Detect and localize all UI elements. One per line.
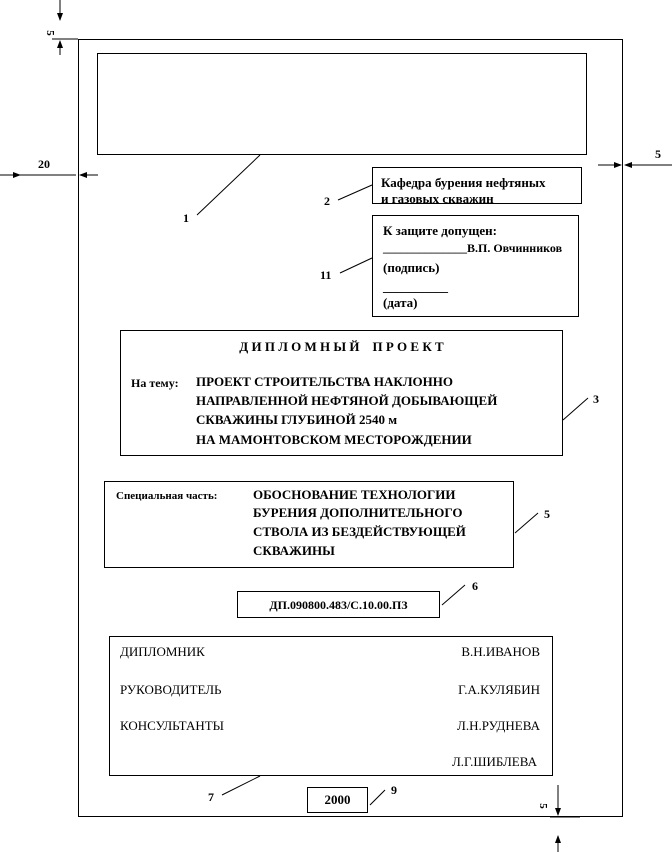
callout-9: 9 bbox=[391, 783, 397, 797]
department-line-1: Кафедра бурения нефтяных bbox=[381, 175, 546, 190]
consultant-1-name: Л.Н.РУДНЕВА bbox=[457, 718, 540, 733]
project-topic-line-3: СКВАЖИНЫ ГЛУБИНОЙ 2540 м bbox=[196, 412, 398, 427]
project-topic-line-2: НАПРАВЛЕННОЙ НЕФТЯНОЙ ДОБЫВАЮЩЕЙ bbox=[196, 393, 498, 408]
student-name: В.Н.ИВАНОВ bbox=[461, 644, 540, 659]
approval-signature-caption: (подпись) bbox=[383, 260, 440, 275]
project-box bbox=[120, 330, 563, 456]
project-topic-line-4: НА МАМОНТОВСКОМ МЕСТОРОЖДЕНИИ bbox=[196, 432, 472, 447]
supervisor-role: РУКОВОДИТЕЛЬ bbox=[120, 682, 222, 697]
special-part-line-2: БУРЕНИЯ ДОПОЛНИТЕЛЬНОГО bbox=[253, 505, 463, 520]
callout-5: 5 bbox=[544, 507, 550, 521]
approval-box bbox=[372, 215, 579, 317]
approval-date-blank: __________ bbox=[383, 279, 448, 294]
special-part-box bbox=[104, 481, 514, 568]
special-part-label: Специальная часть: bbox=[116, 490, 218, 502]
year-box bbox=[307, 787, 368, 813]
consultant-2-name: Л.Г.ШИБЛЕВА bbox=[451, 754, 537, 769]
consultants-role: КОНСУЛЬТАНТЫ bbox=[120, 718, 225, 733]
special-part-line-4: СКВАЖИНЫ bbox=[253, 543, 335, 558]
project-topic-line-1: ПРОЕКТ СТРОИТЕЛЬСТВА НАКЛОННО bbox=[196, 374, 453, 389]
callout-3: 3 bbox=[593, 392, 599, 406]
special-part-line-1: ОБОСНОВАНИЕ ТЕХНОЛОГИИ bbox=[253, 487, 456, 502]
document-code-box bbox=[237, 591, 440, 618]
special-part-line-3: СТВОЛА ИЗ БЕЗДЕЙСТВУЮЩЕЙ bbox=[253, 524, 466, 539]
callout-1: 1 bbox=[183, 211, 189, 225]
approval-date-caption: (дата) bbox=[383, 295, 418, 310]
approval-title: К защите допущен: bbox=[383, 223, 497, 238]
callout-6: 6 bbox=[472, 579, 478, 593]
department-box bbox=[372, 167, 582, 204]
project-topic-label: На тему: bbox=[131, 376, 179, 390]
student-role: ДИПЛОМНИК bbox=[120, 644, 205, 659]
callout-7: 7 bbox=[208, 790, 214, 804]
bottom-margin-label: 5 bbox=[536, 803, 549, 809]
document-code: ДП.090800.483/С.10.00.ПЗ bbox=[269, 598, 408, 612]
right-margin-label: 5 bbox=[655, 147, 661, 161]
callout-2: 2 bbox=[324, 194, 330, 208]
supervisor-name: Г.А.КУЛЯБИН bbox=[458, 682, 540, 697]
department-line-2: и газовых скважин bbox=[381, 191, 494, 204]
year: 2000 bbox=[324, 792, 351, 807]
top-margin-label: 5 bbox=[43, 30, 56, 36]
left-margin-label: 20 bbox=[38, 157, 50, 171]
project-heading: Д И П Л О М Н Ы Й П Р О Е К Т bbox=[239, 339, 444, 354]
approval-signatory: ______________В.П. Овчинников bbox=[383, 241, 563, 255]
signatures-box bbox=[109, 636, 553, 776]
callout-11: 11 bbox=[320, 268, 332, 282]
university-header-box bbox=[97, 53, 587, 155]
